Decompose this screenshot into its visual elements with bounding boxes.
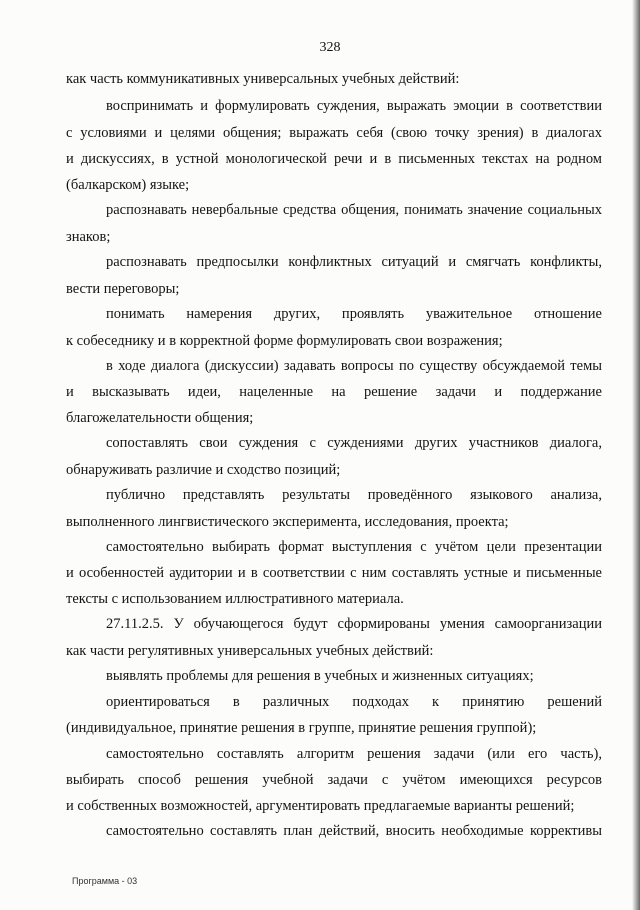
text-line: публично представлять результаты проведённого языкового анализа,: [106, 487, 602, 503]
text-line: в ходе диалога (дискуссии) задавать вопросы по существу обсуждаемой темы: [106, 358, 602, 374]
text-line: распознавать предпосылки конфликтных ситуаций и смягчать конфликты,: [106, 254, 602, 270]
text-line: выбирать способ решения учебной задачи с учётом имеющихся ресурсов: [66, 772, 602, 788]
text-line: обнаруживать различие и сходство позиций;: [66, 462, 341, 478]
text-line: выявлять проблемы для решения в учебных и жизненных ситуациях;: [106, 668, 534, 684]
text-line: как части регулятивных универсальных учебных действий:: [66, 643, 434, 659]
text-line: и дискуссиях, в устной монологической речи и в письменных текстах на родном: [66, 151, 602, 167]
text-line: 27.11.2.5. У обучающегося будут сформированы умения самоорганизации: [106, 616, 602, 632]
text-line: самостоятельно выбирать формат выступления с учётом цели презентации: [106, 539, 602, 555]
text-line: и особенностей аудитории и в соответствии с ним составлять устные и письменные: [66, 565, 602, 581]
text-line: благожелательности общения;: [66, 410, 254, 426]
text-line: (балкарском) языке;: [66, 177, 190, 193]
text-line: как часть коммуникативных универсальных учебных действий:: [66, 71, 460, 87]
scan-edge-shadow: [632, 0, 640, 910]
text-line: и собственных возможностей, аргументировать предлагаемые варианты решений;: [66, 798, 575, 814]
text-line: с условиями и целями общения; выражать себя (свою точку зрения) в диалогах: [66, 125, 602, 141]
text-line: ориентироваться в различных подходах к принятию решений: [106, 694, 602, 710]
text-line: распознавать невербальные средства общения, понимать значение социальных: [106, 202, 602, 218]
text-line: понимать намерения других, проявлять уважительное отношение: [106, 306, 602, 322]
text-line: самостоятельно составлять алгоритм решения задачи (или его часть),: [106, 746, 602, 762]
text-line: тексты с использованием иллюстративного материала.: [66, 591, 404, 607]
text-line: выполненного лингвистического эксперимента, исследования, проекта;: [66, 514, 509, 530]
text-line: знаков;: [66, 229, 111, 245]
text-line: к собеседнику и в корректной форме формулировать свои возражения;: [66, 333, 503, 349]
text-line: и высказывать идеи, нацеленные на решение задачи и поддержание: [66, 384, 602, 400]
text-line: воспринимать и формулировать суждения, выражать эмоции в соответствии: [106, 98, 602, 114]
text-line: (индивидуальное, принятие решения в группе, принятие решения группой);: [66, 720, 537, 736]
text-line: сопоставлять свои суждения с суждениями других участников диалога,: [106, 435, 602, 451]
footer-program-label: Программа - 03: [72, 876, 138, 886]
text-line: самостоятельно составлять план действий, вносить необходимые коррективы: [106, 823, 602, 839]
text-line: вести переговоры;: [66, 281, 180, 297]
page-number: 328: [319, 40, 341, 55]
